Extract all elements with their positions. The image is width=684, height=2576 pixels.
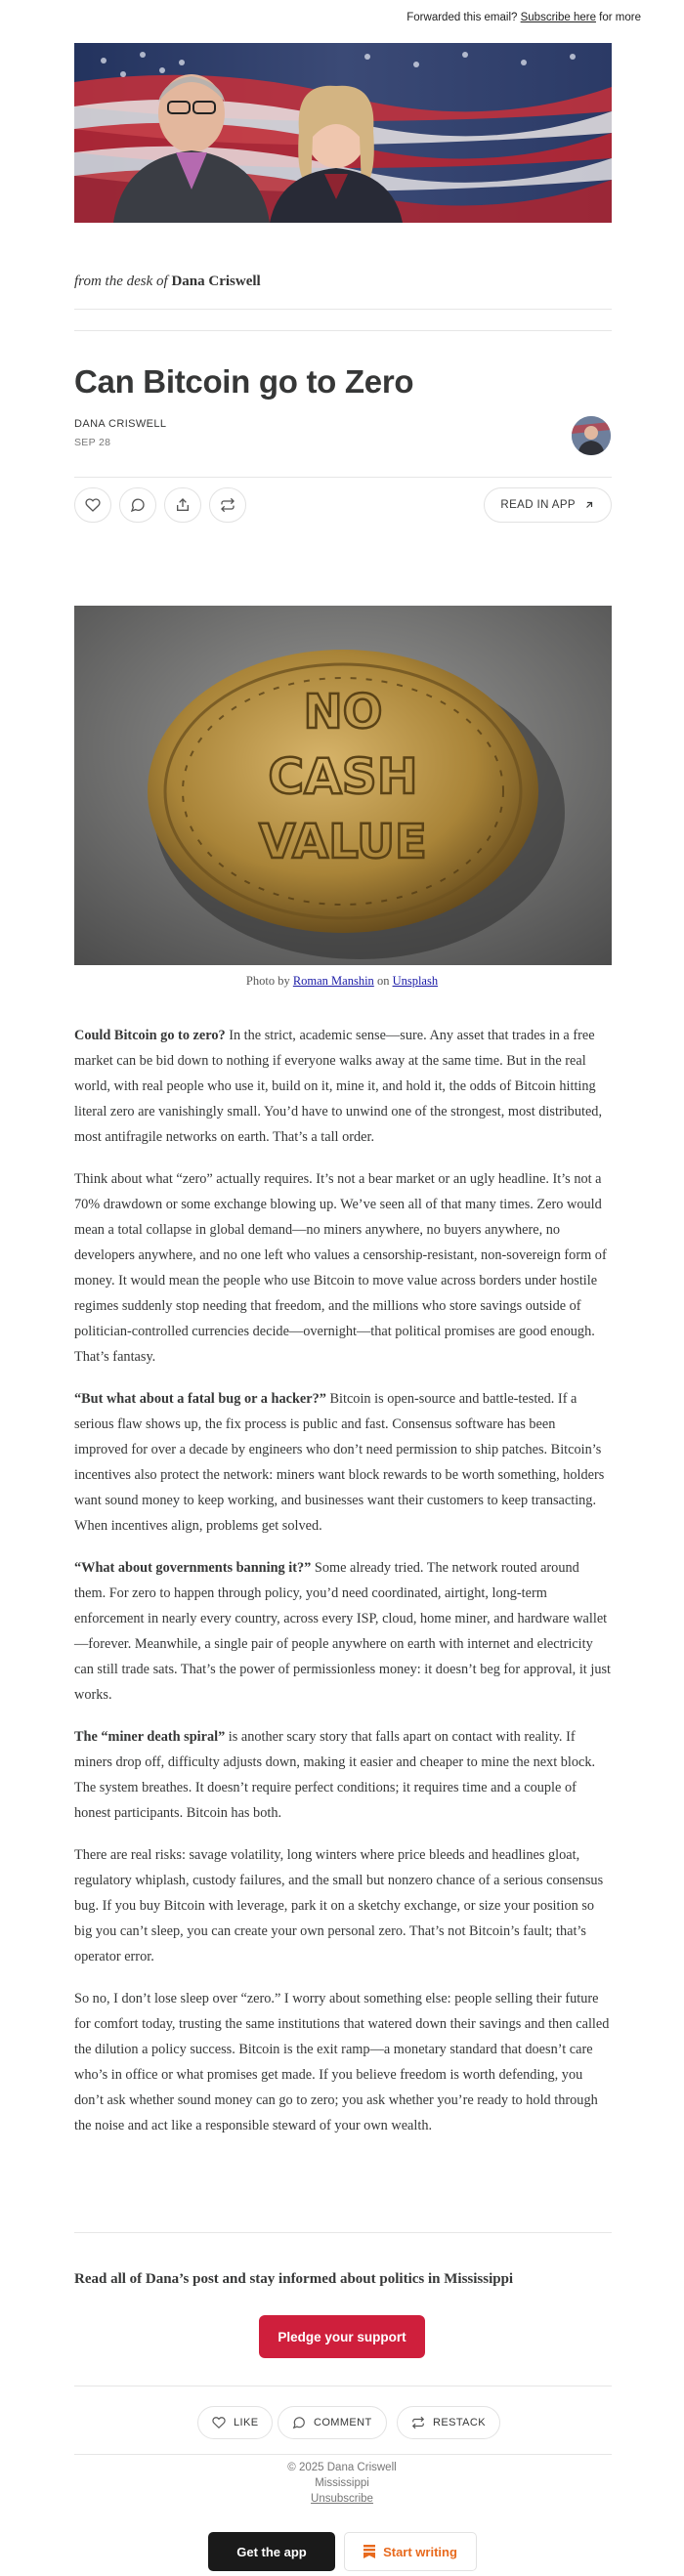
paragraph-lead: “What about governments banning it?”	[74, 1560, 312, 1576]
post-action-row	[74, 487, 612, 523]
restack-pill-button[interactable]	[397, 2406, 500, 2439]
start-writing-label: Start writing	[383, 2544, 457, 2559]
substack-logo-icon	[363, 2545, 375, 2558]
post-image-coin[interactable]	[74, 606, 612, 965]
heart-icon	[212, 2416, 226, 2429]
arrow-up-right-icon	[583, 499, 595, 511]
read-in-app-button[interactable]	[484, 487, 612, 523]
divider	[74, 309, 612, 310]
byline-author[interactable]: DANA CRISWELL	[74, 418, 167, 430]
paragraph-text: Bitcoin is open-source and battle-tested. If a serious flaw shows up, the fix process is public and fast. Consensus software has been improved for over a decade by engineers who don’t need permission to ship patches. Bitcoin’s incentives also protect the network: miners want block rewards to be worth something, holders want sound money to keep working, and businesses want their customers to keep transacting. When incentives align, problems get solved.	[74, 1391, 605, 1534]
coin-text-line2: CASH	[268, 748, 418, 805]
restack-label: RESTACK	[433, 2417, 486, 2428]
coin-text-line3: VALUE	[259, 815, 427, 869]
start-writing-button[interactable]	[344, 2532, 477, 2571]
restack-button[interactable]	[209, 487, 246, 523]
read-all-text: Read all of Dana’s post and stay informed about politics in Mississippi	[74, 2271, 514, 2287]
header-banner-photo	[74, 43, 612, 223]
divider	[74, 2454, 612, 2455]
paragraph	[74, 1724, 612, 1826]
post-title[interactable]: Can Bitcoin go to Zero	[74, 363, 414, 400]
read-in-app-label: READ IN APP	[500, 499, 576, 511]
paragraph	[74, 1555, 612, 1708]
share-icon	[175, 497, 191, 513]
paragraph	[74, 1386, 612, 1539]
comment-label: COMMENT	[314, 2417, 372, 2428]
comment-icon	[292, 2416, 306, 2429]
desk-prefix: from the desk of	[74, 274, 168, 289]
caption-prefix: Photo by	[245, 974, 290, 988]
coin-text-line1: NO	[303, 685, 383, 739]
forwarded-suffix: for more	[599, 12, 641, 23]
heart-icon	[85, 497, 101, 513]
share-button[interactable]	[164, 487, 201, 523]
subscribe-link[interactable]: Subscribe here	[520, 12, 596, 23]
unsplash-link[interactable]: Unsplash	[392, 974, 439, 988]
comment-button[interactable]	[119, 487, 156, 523]
paragraph-lead: “But what about a fatal bug or a hacker?”	[74, 1391, 326, 1407]
restack-icon	[411, 2416, 425, 2429]
image-caption	[0, 974, 684, 989]
like-pill-button[interactable]	[197, 2406, 273, 2439]
comment-pill-button[interactable]	[278, 2406, 387, 2439]
divider	[74, 477, 612, 478]
paragraph-lead: The “miner death spiral”	[74, 1729, 226, 1745]
like-button[interactable]	[74, 487, 111, 523]
comment-icon	[130, 497, 146, 513]
paragraph-text: is another scary story that falls apart on contact with reality. If miners drop off, difficulty adjusts down, making it easier and cheaper to mine the next block. The system breathes. It doesn’t require perfect conditions; it requires time and a couple of honest participants. Bitcoin has both.	[74, 1729, 596, 1821]
divider	[74, 330, 612, 331]
post-body	[74, 1023, 612, 2155]
caption-mid: on	[376, 974, 390, 988]
paragraph-text: Some already tried. The network routed around them. For zero to happen through policy, you’d need coordinated, airtight, long-term enforcement in nearly every country, across every ISP, cloud, home miner, and hardware wallet—forever. Meanwhile, a single pair of people anywhere on earth with internet and electricity can still trade sats. That’s the power of permissionless money: it doesn’t beg for approval, it just works.	[74, 1560, 612, 1703]
paragraph: There are real risks: savage volatility, long winters where price bleeds and headlines gloat, regulatory whiplash, custody failures, and the small but nonzero chance of a serious consensus bug. If you buy Bitcoin with leverage, park it on a sketchy exchange, or size your position so big you can’t sleep, you can create your own personal zero. That’s not Bitcoin’s fault; that’s operator error.	[74, 1847, 604, 1964]
pledge-support-button[interactable]: Pledge your support	[259, 2315, 425, 2358]
paragraph	[74, 1023, 612, 1150]
restack-icon	[220, 497, 235, 513]
paragraph: So no, I don’t lose sleep over “zero.” I worry about something else: people selling their future for comfort today, trusting the same institutions that watered down their savings and then called the dilution a policy success. Bitcoin is the exit ramp—a monetary standard that doesn’t care who’s in office or what promises get made. If you believe freedom is worth defending, you don’t ask whether sound money can go to zero; you ask whether you’re ready to hold through the noise and act like a responsible steward of your own wealth.	[74, 1991, 610, 2133]
paragraph-lead: Could Bitcoin go to zero?	[74, 1028, 226, 1043]
forwarded-text: Forwarded this email?	[406, 12, 518, 23]
footer-location: Mississippi	[315, 2477, 369, 2489]
footer-copyright: © 2025 Dana Criswell	[287, 2462, 397, 2473]
forwarded-banner	[406, 12, 641, 23]
get-the-app-button[interactable]: Get the app	[208, 2532, 335, 2571]
desk-author[interactable]: Dana Criswell	[171, 274, 261, 289]
photographer-link[interactable]: Roman Manshin	[292, 974, 374, 988]
paragraph-text: In the strict, academic sense—sure. Any asset that trades in a free market can be bid down to nothing if everyone walks away at the same time. But in the real world, with real people who use it, build on it, mine it, and hold it, the odds of Bitcoin hitting literal zero are vanishingly small. You’d have to unwind one of the strongest, most distributed, most antifragile networks on earth. That’s a tall order.	[74, 1028, 603, 1145]
like-label: LIKE	[234, 2417, 259, 2428]
divider	[74, 2232, 612, 2233]
unsubscribe-link[interactable]: Unsubscribe	[311, 2493, 373, 2505]
desk-line	[74, 274, 261, 290]
byline-date: SEP 28	[74, 437, 111, 448]
paragraph: Think about what “zero” actually requires. It’s not a bear market or an ugly headline. It’s not a 70% drawdown or some exchange blowing up. We’ve seen all of that many times. Zero would mean a total collapse in global demand—no miners anywhere, no buyers anywhere, no developers anywhere, and no one left who values a censorship-resistant, non-sovereign form of money. It would mean the people who use Bitcoin to move value across borders under hostile regimes suddenly stop needing that freedom, and the millions who store savings outside of politician-controlled currencies decide—overnight—that political promises are good enough. That’s fantasy.	[74, 1171, 607, 1365]
author-avatar[interactable]	[572, 416, 611, 455]
